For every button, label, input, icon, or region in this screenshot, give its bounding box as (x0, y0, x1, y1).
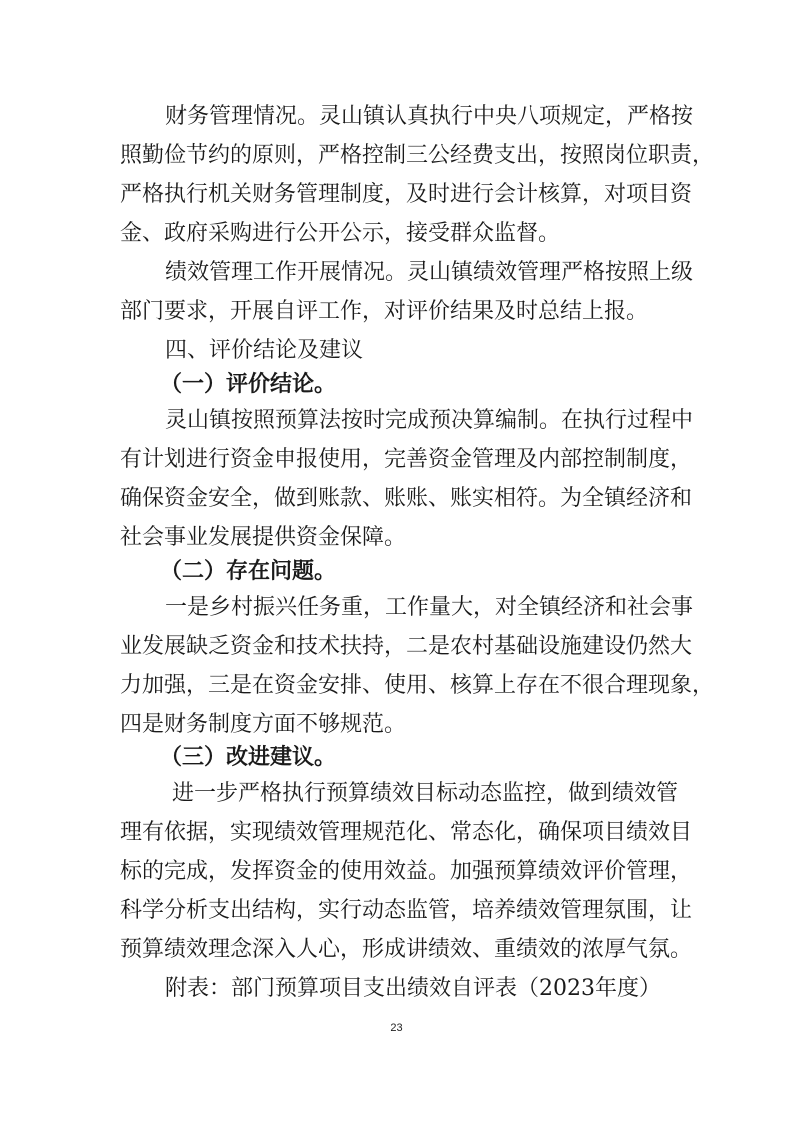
paragraph-line: 绩效管理工作开展情况。灵山镇绩效管理严格按照上级 (165, 260, 694, 285)
paragraph-line: 一是乡村振兴任务重，工作量大，对全镇经济和社会事 (165, 595, 694, 620)
paragraph-line: 进一步严格执行预算绩效目标动态监控，做到绩效管 (172, 781, 679, 806)
section-heading: 四、评价结论及建议 (165, 338, 364, 363)
paragraph-line: 理有依据，实现绩效管理规范化、常态化，确保项目绩效目 (120, 820, 693, 845)
subsection-heading: （三）改进建议。 (160, 745, 337, 770)
paragraph-line: 有计划进行资金申报使用，完善资金管理及内部控制制度， (120, 447, 693, 472)
paragraph-line: 灵山镇按照预算法按时完成预决算编制。在执行过程中 (165, 408, 694, 433)
paragraph-line: 业发展缺乏资金和技术扶持，二是农村基础设施建设仍然大 (120, 634, 693, 659)
page-number: 23 (390, 1022, 403, 1034)
paragraph-line: 财务管理情况。灵山镇认真执行中央八项规定，严格按 (165, 104, 694, 129)
paragraph-line: 四是财务制度方面不够规范。 (120, 712, 407, 737)
paragraph-line: 预算绩效理念深入人心，形成讲绩效、重绩效的浓厚气氛。 (120, 937, 693, 962)
paragraph-line: 科学分析支出结构，实行动态监管，培养绩效管理氛围，让 (120, 898, 693, 923)
paragraph-line: 照勤俭节约的原则，严格控制三公经费支出，按照岗位职责， (120, 143, 715, 168)
subsection-heading: （二）存在问题。 (160, 559, 337, 584)
paragraph-line: 部门要求，开展自评工作，对评价结果及时总结上报。 (120, 299, 649, 324)
paragraph-line: 金、政府采购进行公开公示，接受群众监督。 (120, 221, 561, 246)
paragraph-line: 社会事业发展提供资金保障。 (120, 525, 407, 550)
paragraph-line: 确保资金安全，做到账款、账账、账实相符。为全镇经济和 (120, 486, 693, 511)
paragraph-line: 严格执行机关财务管理制度，及时进行会计核算，对项目资 (120, 182, 693, 207)
subsection-heading: （一）评价结论。 (160, 372, 337, 397)
paragraph-line: 力加强，三是在资金安排、使用、核算上存在不很合理现象， (120, 673, 715, 698)
paragraph-line: 标的完成，发挥资金的使用效益。加强预算绩效评价管理， (120, 859, 693, 884)
paragraph-line: 附表：部门预算项目支出绩效自评表（2023年度） (165, 976, 661, 1001)
